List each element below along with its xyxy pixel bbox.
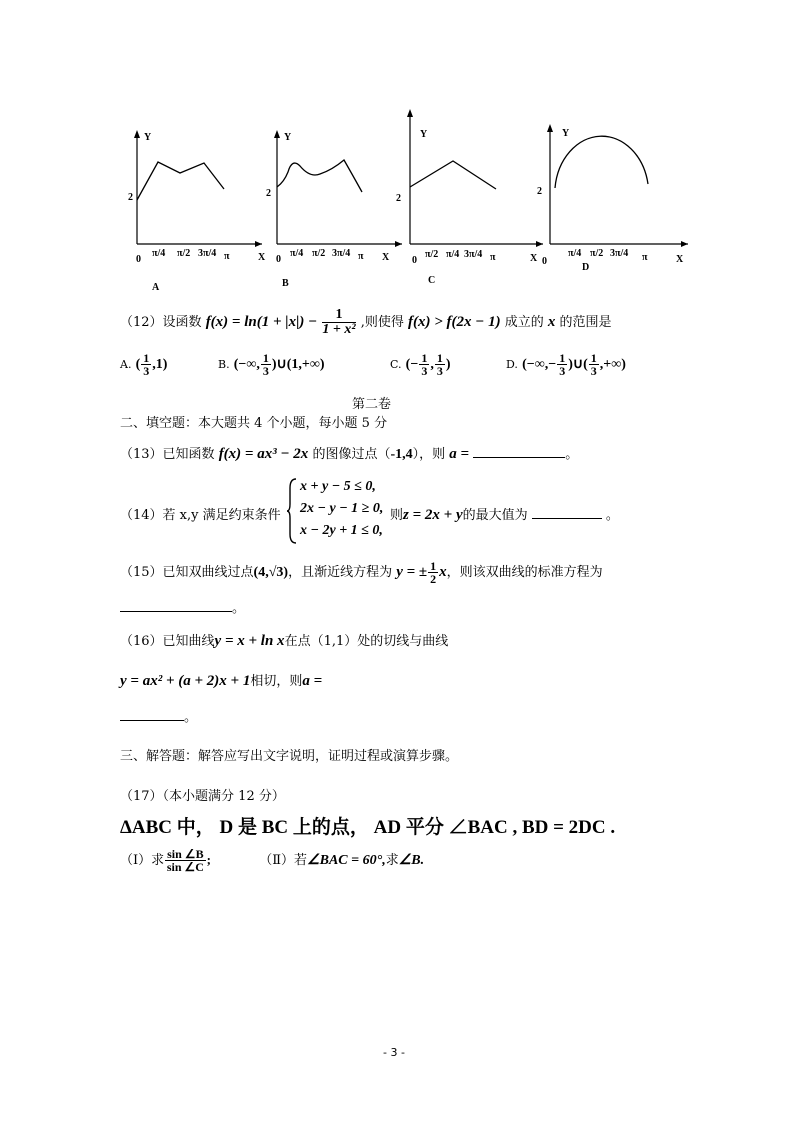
q12-cond: f(x) > f(2x − 1) [407, 314, 501, 330]
q17-part-2: （Ⅱ）若 [259, 853, 308, 868]
q14-text-a: （14）若 x,y 满足约束条件 [120, 508, 281, 523]
q13-answer-blank[interactable] [473, 457, 565, 458]
q12-option-d [506, 352, 626, 377]
tick-4: π [642, 252, 648, 263]
q15-end: 。 [232, 601, 246, 616]
q13-text-a: （13）已知函数 [120, 447, 215, 462]
option-frac [419, 352, 429, 377]
option-frac [141, 352, 151, 377]
y-mark: 2 [396, 193, 401, 204]
page-number: - 3 - [383, 1046, 405, 1059]
option-post-2: ) [445, 357, 451, 372]
frac-den: 3 [590, 364, 597, 378]
q14-text-c: 的最大值为 [462, 508, 528, 523]
q17-p2-target: ∠B. [398, 853, 425, 868]
q16-var: a = [302, 673, 323, 689]
y-mark: 2 [537, 186, 542, 197]
tick-3: 3π/4 [610, 248, 629, 259]
q16-answer-blank[interactable] [120, 720, 184, 721]
q16-curve: y = x + ln x [214, 633, 285, 649]
graph-b [262, 122, 402, 297]
q12-text-a: ,则使得 [360, 315, 404, 330]
option-pre: (−∞, [233, 357, 260, 372]
q15-eq-pre: y = ± [396, 564, 428, 580]
q13-point: -1,4 [390, 447, 413, 462]
q12-fraction [322, 308, 355, 337]
q14-end: 。 [605, 508, 619, 523]
q14-expr: z = 2x + y [403, 507, 463, 523]
frac-den: sin ∠C [166, 860, 204, 874]
graph-c-svg [398, 105, 543, 295]
q12-number: （12）设函数 [120, 315, 202, 330]
q17-p2-cond: ∠BAC = 60°, [307, 853, 386, 868]
option-frac-2 [435, 352, 445, 377]
q13-end: 。 [565, 447, 579, 462]
tick-1: π/4 [152, 248, 166, 259]
option-label: A. [120, 358, 132, 371]
q12-text-c: 的范围是 [559, 315, 612, 330]
frac-num: 1 [436, 351, 443, 365]
q17-statement: ΔABC 中， D 是 BC 上的点， AD 平分 ∠BAC , BD = 2DC . [120, 817, 616, 838]
tick-3: 3π/4 [332, 248, 351, 259]
tick-2: π/4 [446, 249, 460, 260]
frac-num: 1 [421, 351, 428, 365]
frac-num: 1 [262, 351, 269, 365]
tick-1: π/4 [290, 248, 304, 259]
y-label: Y [284, 132, 292, 143]
q15-frac [428, 560, 438, 585]
tick-1: π/2 [425, 249, 439, 260]
question-15 [120, 560, 603, 585]
origin: 0 [542, 256, 547, 267]
q16-text-b: 在点（1,1）处的切线与曲线 [284, 634, 449, 649]
question-16 [120, 630, 448, 650]
q12-var: x [547, 314, 556, 330]
frac-num: sin ∠B [167, 847, 204, 861]
q14-answer-blank[interactable] [532, 518, 602, 519]
question-13 [120, 443, 578, 463]
y-label: Y [144, 132, 152, 143]
frac-den: 3 [436, 364, 443, 378]
q17-header: （17）（本小题满分 12 分） [120, 789, 285, 804]
graph-letter: C [428, 275, 436, 286]
q16-end: 。 [184, 710, 198, 725]
option-post: )∪(1,+∞) [271, 357, 325, 372]
frac-den: 2 [430, 572, 437, 586]
y-label: Y [420, 129, 428, 140]
tick-4: π [224, 251, 230, 262]
constraint-2: 2x − y − 1 ≥ 0, [300, 501, 384, 516]
graph-letter: D [582, 262, 590, 273]
frac-den: 3 [143, 364, 150, 378]
graph-c [398, 105, 543, 295]
q15-answer-blank[interactable] [120, 611, 232, 612]
frac-num: 1 [559, 351, 566, 365]
q17-part-1: （Ⅰ）求 [120, 853, 165, 868]
q17-frac [165, 848, 205, 873]
tick-4: π [358, 251, 364, 262]
q15-text-a: （15）已知双曲线过点 [120, 565, 254, 580]
q12-text-b: 成立的 [504, 315, 544, 330]
tick-2: π/2 [312, 248, 326, 259]
section-3-heading: 三、解答题：解答应写出文字说明，证明过程或演算步骤。 [120, 749, 459, 764]
tick-2: π/2 [177, 248, 191, 259]
q16-text-a: （16）已知曲线 [120, 634, 215, 649]
tick-3: 3π/4 [198, 248, 217, 259]
option-post: )∪( [568, 357, 588, 372]
q12-option-b [218, 352, 325, 377]
q15-text-c: ，则该双曲线的标准方程为 [446, 565, 603, 580]
q12-frac-num: 1 [322, 308, 355, 323]
graph-letter: A [152, 282, 160, 293]
option-label: D. [506, 358, 518, 371]
volume-title: 第二卷 [352, 397, 392, 412]
x-label: X [258, 252, 266, 263]
tick-2: π/2 [590, 248, 604, 259]
option-post: , [430, 357, 434, 372]
q15-point: (4,√3) [253, 565, 289, 580]
x-label: X [530, 253, 538, 264]
q16-text-c: 相切，则 [250, 674, 303, 689]
origin: 0 [412, 255, 417, 266]
graph-letter: B [282, 278, 289, 289]
q15-eq-post: x [439, 564, 447, 580]
graph-d [538, 120, 688, 285]
constraint-3: x − 2y + 1 ≤ 0, [300, 523, 383, 538]
tick-1: π/4 [568, 248, 582, 259]
q12-frac-den: 1 + x² [322, 322, 356, 337]
origin: 0 [136, 254, 141, 265]
q16-line-2 [120, 670, 322, 690]
q13-text-c: ），则 [412, 447, 446, 462]
y-label: Y [562, 128, 570, 139]
option-pre: (−∞,− [522, 357, 557, 372]
option-frac [261, 352, 271, 377]
frac-den: 3 [262, 364, 269, 378]
frac-den: 3 [559, 364, 566, 378]
tick-4: π [490, 252, 496, 263]
q15-text-b: ，且渐近线方程为 [288, 565, 393, 580]
q15-answer-line [120, 597, 245, 616]
q12-option-c [390, 352, 450, 377]
q13-text-b: 的图像过点（ [312, 447, 391, 462]
frac-num: 1 [430, 559, 437, 573]
option-frac-2 [589, 352, 599, 377]
option-post-2: ,+∞) [599, 357, 626, 372]
question-12 [120, 308, 612, 337]
option-pre: (− [405, 357, 419, 372]
origin: 0 [276, 254, 281, 265]
graph-a [122, 122, 266, 297]
option-post: ,1) [152, 357, 168, 372]
frac-den: 3 [421, 364, 428, 378]
frac-num: 1 [590, 351, 597, 365]
graph-a-svg [122, 122, 266, 297]
q16-answer-line [120, 706, 197, 725]
q13-func: f(x) = ax³ − 2x [218, 446, 309, 462]
y-mark: 2 [128, 192, 133, 203]
section-2-heading: 二、填空题：本大题共 4 个小题，每小题 5 分 [120, 416, 388, 431]
q17-p2-text: 求 [385, 853, 399, 868]
x-label: X [676, 254, 684, 265]
q13-var: a = [449, 446, 470, 462]
frac-num: 1 [143, 351, 150, 365]
q16-curve-2: y = ax² + (a + 2)x + 1 [120, 673, 251, 689]
option-pre: ( [135, 357, 141, 372]
q14-text-b: 则 [390, 508, 404, 523]
graph-b-svg [262, 122, 402, 297]
q14-brace [286, 478, 298, 544]
x-label: X [382, 252, 390, 263]
graph-d-svg [538, 120, 688, 285]
q17-p1-end: ; [206, 852, 211, 867]
y-mark: 2 [266, 188, 271, 199]
tick-3: 3π/4 [464, 249, 483, 260]
option-label: C. [390, 358, 402, 371]
constraint-1: x + y − 5 ≤ 0, [300, 479, 376, 494]
q12-option-a [120, 352, 167, 377]
option-frac [557, 352, 567, 377]
q17-parts [120, 848, 424, 873]
option-label: B. [218, 358, 230, 371]
q12-func: f(x) = ln(1 + |x|) − [205, 314, 318, 330]
